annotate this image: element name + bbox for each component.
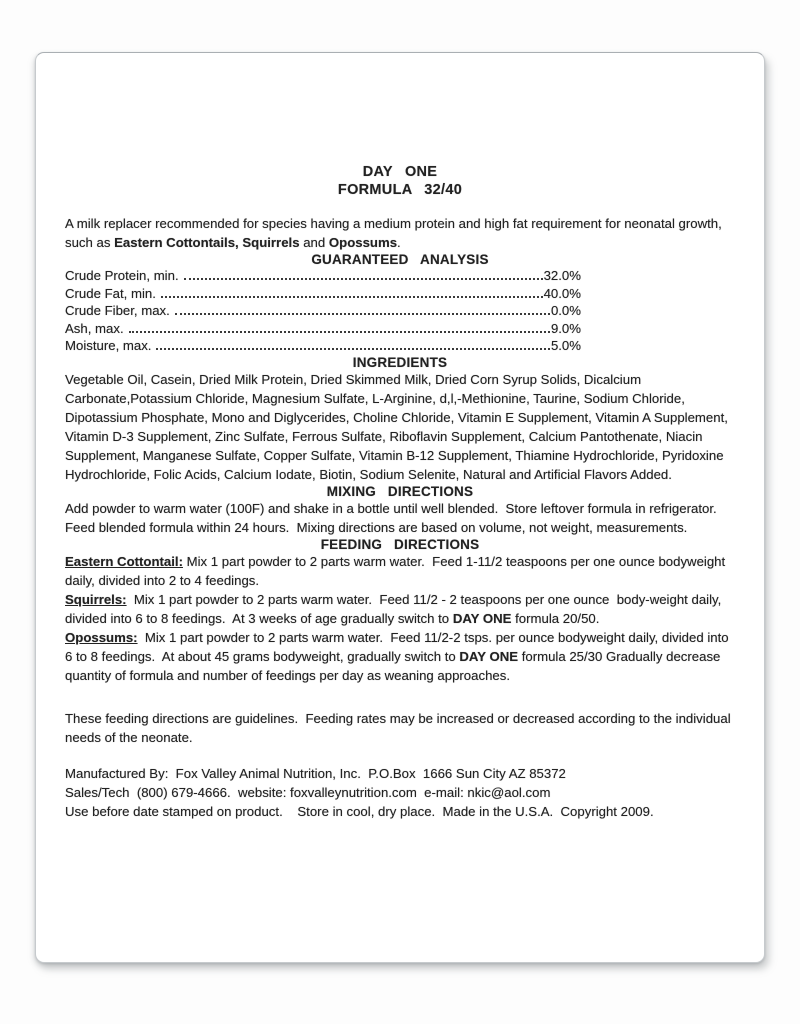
- intro-text-3: .: [397, 235, 401, 250]
- feeding-directions-heading: FEEDING DIRECTIONS: [320, 536, 480, 552]
- ingredients-paragraph: Vegetable Oil, Casein, Dried Milk Protein, Dried Skimmed Milk, Dried Corn Syrup Solids, Dicalcium Carbonate,Potassium Chloride, Magnesium Sulfate, L-Arginine, d,l,-Methionine, Taurine, Sodium Chloride, Dipotassium Phosphate, Mono and Diglycerides, Choline Chloride, Vitamin E Supplement, Vitamin A Supplement, Vitamin D-3 Supplement, Zinc Sulfate, Ferrous Sulfate, Riboflavin Supplement, Calcium Pantothenate, Niacin Supplement, Manganese Sulfate, Copper Sulfate, Vitamin B-12 Supplement, Thiamine Hydrochloride, Pyridoxine Hydrochloride, Folic Acids, Calcium Iodate, Biotin, Sodium Selenite, Natural and Artificial Flavors Added.: [65, 371, 732, 482]
- dotted-leader: [161, 295, 543, 298]
- intro-species-bold-2: Opossums: [328, 235, 398, 250]
- analysis-row: [65, 302, 581, 320]
- species-name-opossums: Opossums:: [65, 629, 138, 645]
- guaranteed-analysis-table: [65, 267, 581, 355]
- analysis-row: [65, 337, 581, 355]
- species-name-cottontail: Eastern Cottontail:: [65, 553, 183, 569]
- feeding-text: formula 20/50.: [511, 610, 600, 626]
- manufacturer-line3: Use before date stamped on product. Store in cool, dry place. Made in the U.S.A. Copyright 2009.: [65, 803, 654, 819]
- analysis-label: Crude Fiber, max.: [65, 303, 170, 319]
- analysis-label: Moisture, max.: [65, 338, 152, 354]
- guidelines-paragraph: These feeding directions are guidelines. Feeding rates may be increased or decreased according to the individual needs of the neonate.: [65, 710, 735, 745]
- feeding-text: Mix 1 part powder to 2 parts warm water. Feed 11/2 - 2 teaspoons per one ounce body-weight daily, divided into 6 to 8 feedings. At 3 weeks of age gradually switch to: [65, 591, 725, 626]
- mixing-directions-paragraph: Add powder to warm water (100F) and shake in a bottle until well blended. Store leftover formula in refrigerator. Feed blended formula within 24 hours. Mixing directions are based on volume, not weight, measurements.: [65, 500, 724, 535]
- species-name-squirrels: Squirrels:: [65, 591, 127, 607]
- feeding-entry-opossums: [65, 628, 735, 685]
- feeding-text: formula 25/30 Gradually decrease quantity of formula and number of feedings per day as weaning approaches.: [65, 648, 725, 683]
- manufacturer-line1: Manufactured By: Fox Valley Animal Nutrition, Inc. P.O.Box 1666 Sun City AZ 85372: [65, 765, 566, 781]
- mixing-directions-heading: MIXING DIRECTIONS: [326, 483, 474, 499]
- dotted-leader: [184, 277, 543, 280]
- analysis-row: [65, 320, 581, 338]
- product-label: [35, 52, 765, 963]
- intro-text-1: A milk replacer recommended for species having a medium protein and high fat requirement for neonatal growth, such as: [65, 216, 726, 250]
- analysis-label: Ash, max.: [65, 320, 124, 336]
- analysis-value: 32.0%: [543, 268, 581, 283]
- product-title: [65, 163, 735, 199]
- feeding-text: Mix 1 part powder to 2 parts warm water. Feed 1-11/2 teaspoons per one ounce bodyweight daily, divided into 2 to 4 feedings.: [65, 553, 729, 588]
- manufacturer-line2: Sales/Tech (800) 679-4666. website: foxvalleynutrition.com e-mail: nkic@aol.com: [65, 784, 551, 800]
- dotted-leader: [129, 330, 550, 333]
- analysis-label: Crude Protein, min.: [65, 268, 179, 283]
- feeding-bold-product: DAY ONE: [452, 610, 512, 626]
- manufacturer-block: [65, 764, 735, 821]
- analysis-value: 40.0%: [543, 285, 581, 301]
- analysis-value: 0.0%: [550, 303, 581, 319]
- dotted-leader: [175, 312, 550, 315]
- feeding-entry-cottontail: [65, 552, 735, 590]
- dotted-leader: [156, 347, 549, 350]
- intro-paragraph: [65, 214, 735, 252]
- product-title-line1: DAY ONE: [362, 164, 438, 180]
- analysis-value: 9.0%: [550, 320, 581, 336]
- feeding-bold-product: DAY ONE: [459, 648, 519, 664]
- feeding-entry-squirrels: [65, 590, 735, 628]
- analysis-value: 5.0%: [550, 338, 581, 354]
- analysis-label: Crude Fat, min.: [65, 285, 156, 301]
- intro-species-bold-1: Eastern Cottontails, Squirrels: [114, 235, 300, 250]
- analysis-row: [65, 285, 581, 303]
- ingredients-heading: INGREDIENTS: [352, 354, 448, 370]
- feeding-text: Mix 1 part powder to 2 parts warm water. Feed 11/2-2 tsps. per ounce bodyweight daily, divided into 6 to 8 feedings. At about 45 grams bodyweight, gradually switch to: [65, 629, 733, 664]
- analysis-row: [65, 267, 581, 285]
- intro-text-2: and: [299, 235, 329, 250]
- guaranteed-analysis-heading: GUARANTEED ANALYSIS: [311, 252, 489, 267]
- product-title-line2: FORMULA 32/40: [337, 182, 463, 198]
